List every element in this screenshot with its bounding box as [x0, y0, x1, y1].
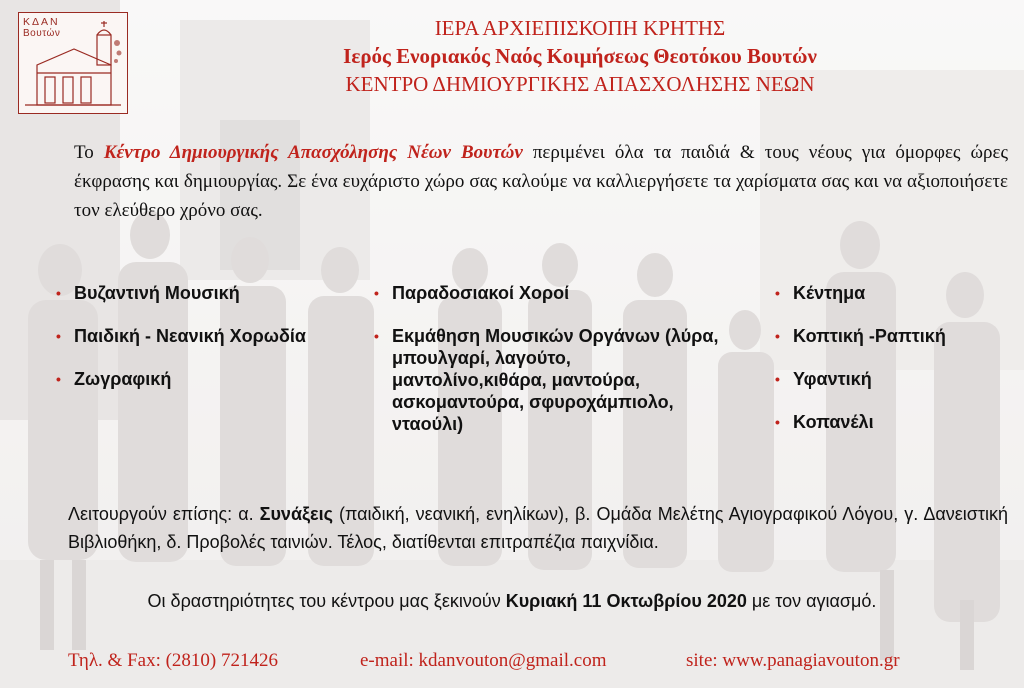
activity-item	[56, 368, 376, 390]
start-text-b: με τον αγιασμό.	[746, 591, 877, 611]
services-text-a: Λειτουργούν επίσης: α.	[68, 504, 260, 524]
intro-before: Το	[74, 142, 104, 163]
activity-label: Παιδική - Νεανική Χορωδία	[74, 326, 306, 346]
bullet-icon: •	[374, 285, 379, 301]
start-date-paragraph	[0, 589, 1024, 613]
intro-highlight: Κέντρο Δημιουργικής Απασχόλησης Νέων Βουτών	[103, 142, 523, 163]
activity-label: Κοπανέλι	[793, 412, 874, 432]
bullet-icon: •	[775, 414, 780, 430]
email-link[interactable]: e-mail: kdanvouton@gmail.com	[360, 650, 607, 671]
activity-item	[374, 282, 734, 304]
activity-label: Υφαντική	[793, 369, 872, 389]
header	[150, 14, 1010, 98]
activities-column-2	[374, 282, 734, 435]
bullet-icon: •	[56, 328, 61, 344]
bullet-icon: •	[374, 328, 379, 344]
bullet-icon: •	[56, 371, 61, 387]
activity-label: Κοπτική -Ραπτική	[793, 326, 946, 346]
kdan-logo	[18, 12, 128, 114]
activity-label: Παραδοσιακοί Χοροί	[392, 283, 570, 303]
activity-item	[775, 282, 1005, 304]
start-text-a: Οι δραστηριότητες του κέντρου μας ξεκινούν	[147, 591, 506, 611]
intro-after: περιμένει όλα τα παιδιά & τους νέους για όμορφες ώρες έκφρασης και δημιουργίας. Σε ένα ευχάριστο χώρο σας καλούμε να καλλιεργήσετε τα χαρίσματα σας και να αξιοποιήσετε τον ελεύθερο χρόνο σας.	[74, 142, 1008, 221]
logo-line2: Βουτών	[23, 28, 61, 39]
activity-item	[56, 282, 376, 304]
activity-label: Εκμάθηση Μουσικών Οργάνων (λύρα, μπουλγαρί, λαγούτο, μαντολίνο,κιθάρα, μαντούρα, ασκομαντούρα, σφυροχάμπιολο, νταούλι)	[392, 326, 719, 434]
header-line1: ΙΕΡΑ ΑΡΧΙΕΠΙΣΚΟΠΗ ΚΡΗΤΗΣ	[434, 16, 726, 40]
activities-column-1	[56, 282, 376, 390]
start-date: Κυριακή 11 Οκτωβρίου 2020	[505, 591, 747, 611]
services-text-b: (παιδική, νεανική, ενηλίκων), β. Ομάδα Μελέτης Αγιογραφικού Λόγου, γ. Δανειστική Βιβλιοθήκη, δ. Προβολές ταινιών. Τέλος, διατίθενται επιτραπέζια παιχνίδια.	[68, 504, 1008, 552]
activity-item	[374, 325, 722, 435]
services-bold: Συνάξεις	[259, 504, 333, 524]
activity-label: Βυζαντινή Μουσική	[74, 283, 240, 303]
services-paragraph	[68, 500, 1008, 556]
activity-item	[56, 325, 376, 347]
website-link[interactable]: site: www.panagiavouton.gr	[686, 650, 900, 671]
activities-column-3	[775, 282, 1005, 433]
intro-paragraph	[74, 138, 1008, 225]
header-line2: Ιερός Ενοριακός Ναός Κοιμήσεως Θεοτόκου Βουτών	[343, 44, 817, 68]
bullet-icon: •	[775, 285, 780, 301]
bullet-icon: •	[775, 328, 780, 344]
activity-item	[775, 325, 1005, 347]
activity-item	[775, 368, 1005, 390]
logo-text	[23, 16, 60, 40]
bullet-icon: •	[775, 371, 780, 387]
logo-line1: ΚΔΑΝ	[23, 16, 60, 28]
phone-fax: Τηλ. & Fax: (2810) 721426	[68, 650, 279, 671]
activity-label: Ζωγραφική	[74, 369, 172, 389]
activity-item	[775, 411, 1005, 433]
activity-label: Κέντημα	[793, 283, 866, 303]
bullet-icon: •	[56, 285, 61, 301]
header-line3: ΚΕΝΤΡΟ ΔΗΜΙΟΥΡΓΙΚΗΣ ΑΠΑΣΧΟΛΗΣΗΣ ΝΕΩΝ	[345, 72, 815, 96]
